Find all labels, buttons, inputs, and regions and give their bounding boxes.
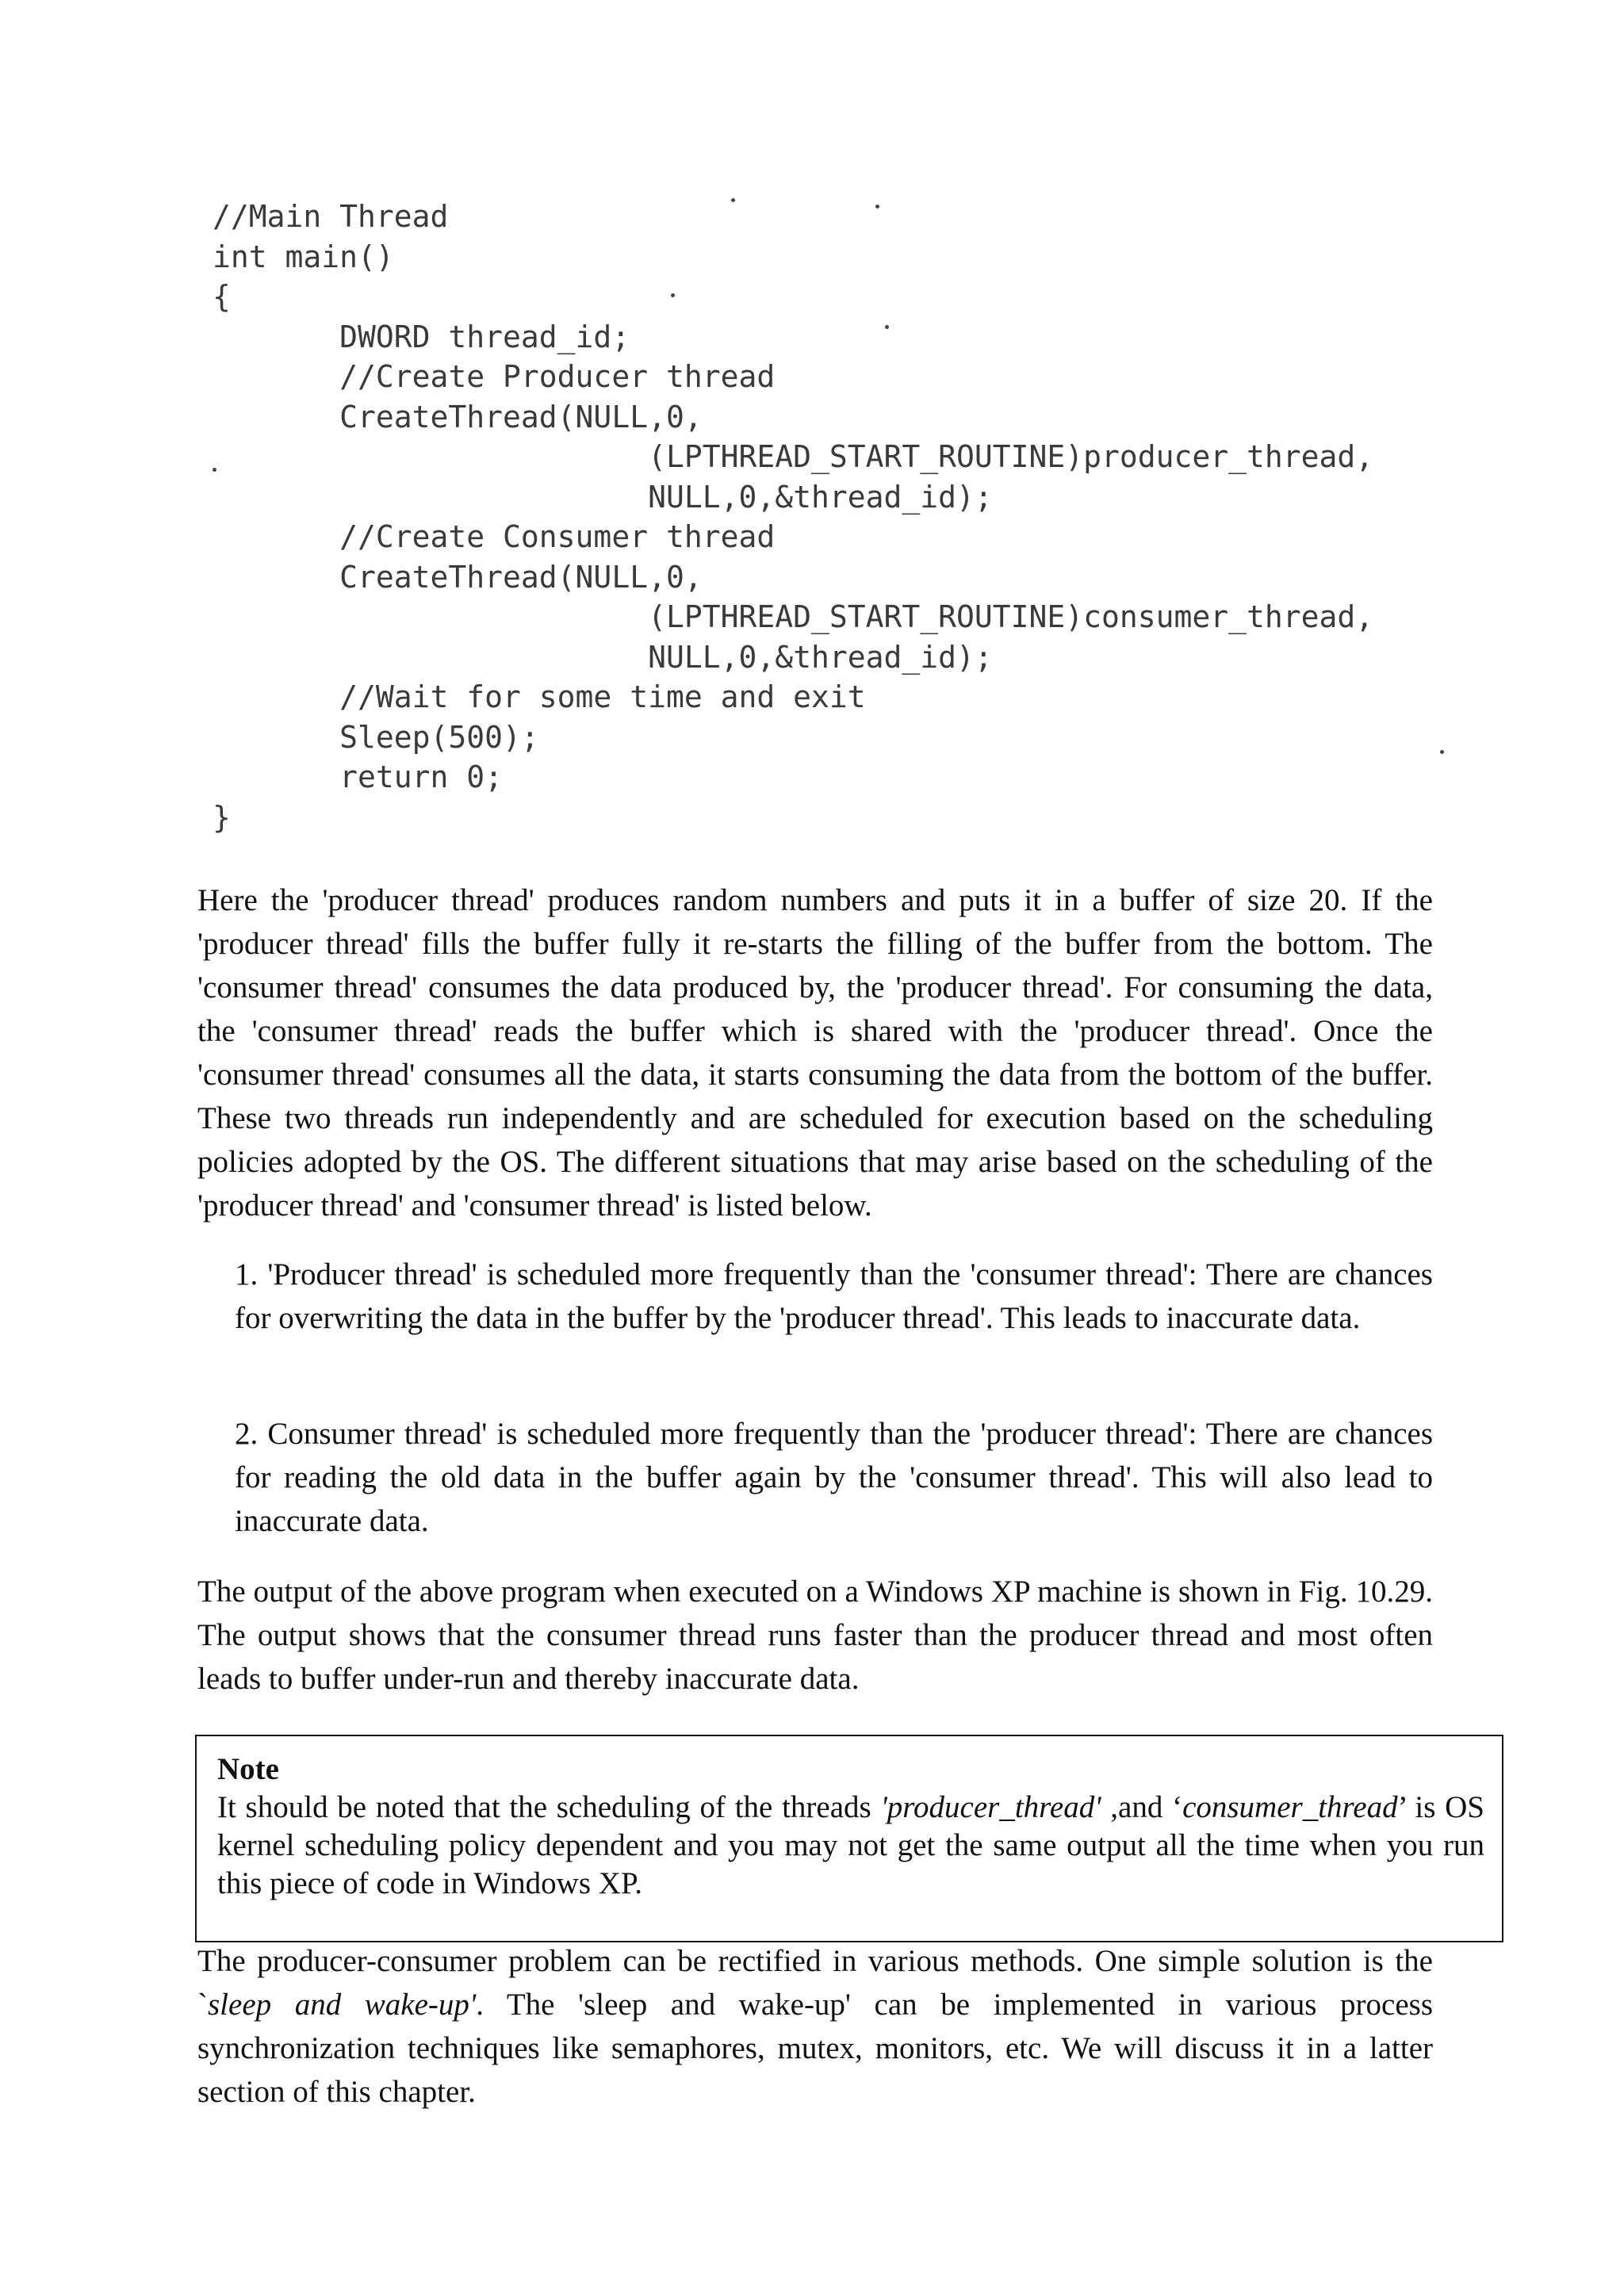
code-line: //Create Producer thread bbox=[213, 359, 776, 394]
code-line: (LPTHREAD_START_ROUTINE)producer_thread, bbox=[213, 439, 1374, 474]
code-line: { bbox=[213, 279, 231, 314]
body-paragraph: The output of the above program when executed on a Windows XP machine is shown in Fig. 10.29. The output shows that the consumer thread runs faster than the producer thread and most often leads to buffer under-run and thereby inaccurate data. bbox=[197, 1575, 1433, 1696]
code-line: //Create Consumer thread bbox=[213, 519, 776, 554]
code-listing bbox=[213, 197, 1402, 837]
code-line: CreateThread(NULL,0, bbox=[213, 559, 703, 595]
scan-speck bbox=[1440, 750, 1444, 754]
code-line: //Main Thread bbox=[213, 199, 449, 234]
note-box bbox=[195, 1735, 1503, 1942]
code-line: } bbox=[213, 799, 231, 835]
code-line: NULL,0,&thread_id); bbox=[213, 479, 993, 515]
code-line: //Wait for some time and exit bbox=[213, 679, 866, 714]
code-line: return 0; bbox=[213, 760, 504, 794]
body-paragraph: The producer-consumer problem can be rectified in various methods. One simple solution is the `sleep and wake-up'. The 'sleep and wake-up' can be implemented in various process synchronization techniques like semaphores, mutex, monitors, etc. We will discuss it in a latter section of this chapter. bbox=[197, 1944, 1434, 2109]
list-item: 2. Consumer thread' is scheduled more frequently than the 'producer thread': There are chances for reading the old data in the buffer again by the 'consumer thread'. This will also lead to inaccurate data. bbox=[235, 1417, 1433, 1538]
code-line: DWORD thread_id; bbox=[213, 319, 630, 354]
code-line: (LPTHREAD_START_ROUTINE)consumer_thread, bbox=[213, 599, 1374, 634]
code-line: CreateThread(NULL,0, bbox=[213, 399, 703, 434]
code-line: Sleep(500); bbox=[213, 719, 539, 755]
body-paragraph: Here the 'producer thread' produces random numbers and puts it in a buffer of size 20. If the 'producer thread' fills the buffer fully it re-starts the filling of the buffer from the bottom. The 'consumer thread' consumes the data produced by, the 'producer thread'. For consuming the data, the 'consumer thread' reads the buffer which is shared with the 'producer thread'. Once the 'consumer thread' consumes all the data, it starts consuming the data from the bottom of the buffer. These two threads run independently and are scheduled for execution based on the scheduling policies adopted by the OS. The different situations that may arise based on the scheduling of the 'producer thread' and 'consumer thread' is listed below. bbox=[197, 883, 1433, 1223]
note-text: It should be noted that the scheduling of the threads 'producer_thread' ,and ‘consumer_thread’ is OS kernel scheduling policy dependent and you may not get the same output all the time when you run this piece of code in Windows XP. bbox=[217, 1790, 1484, 1900]
list-item: 1. 'Producer thread' is scheduled more frequently than the 'consumer thread': There are chances for overwriting the data in the buffer by the 'producer thread'. This leads to inaccurate data. bbox=[235, 1257, 1433, 1335]
note-title: Note bbox=[217, 1752, 279, 1786]
code-line: NULL,0,&thread_id); bbox=[213, 639, 993, 675]
code-line: int main() bbox=[213, 239, 394, 274]
